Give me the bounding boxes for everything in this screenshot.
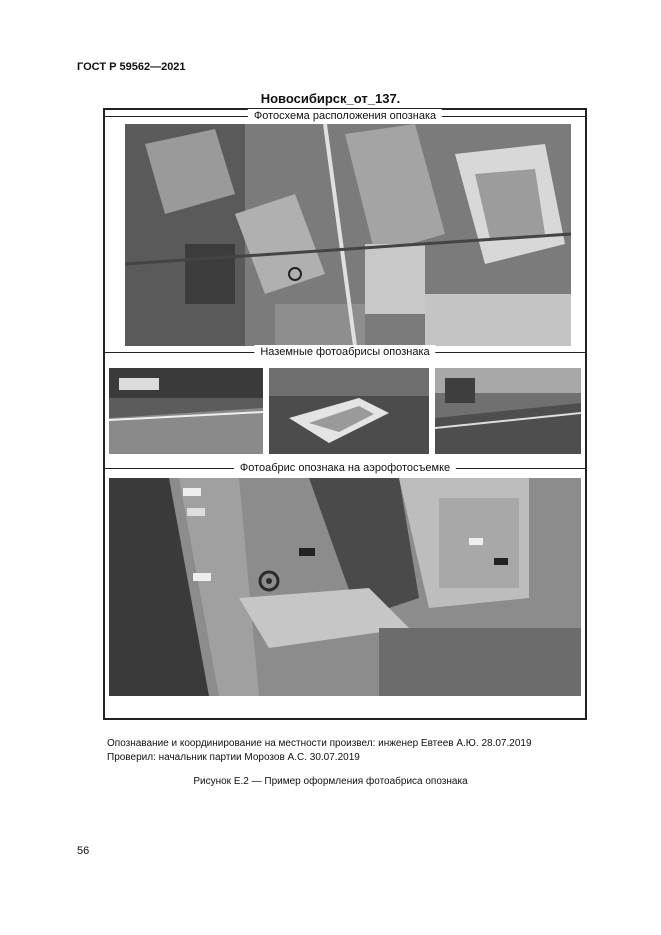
performed-by-text: Опознавание и координирование на местности произвел: инженер Евтеев А.Ю. 28.07.2019 (107, 738, 532, 749)
checked-by-text: Проверил: начальник партии Морозов А.С. 30.07.2019 (107, 752, 360, 763)
photoscheme-image (125, 124, 571, 346)
ground-photo-1 (109, 368, 263, 454)
figure-caption: Рисунок Е.2 — Пример оформления фотоабриса опознака (193, 776, 468, 787)
standard-number: ГОСТ Р 59562—2021 (77, 61, 186, 73)
section-photoscheme-label: Фотосхема расположения опознака (248, 109, 442, 123)
ground-photo-3 (435, 368, 581, 454)
section-ground-label: Наземные фотоабрисы опознака (254, 345, 435, 359)
ground-photo-2 (269, 368, 429, 454)
figure-frame (103, 108, 587, 720)
section-aerial-label: Фотоабрис опознака на аэрофотосъемке (234, 461, 456, 475)
page-number: 56 (77, 845, 90, 857)
figure-title: Новосибирск_от_137. (260, 91, 401, 106)
aerial-photo (109, 478, 581, 696)
